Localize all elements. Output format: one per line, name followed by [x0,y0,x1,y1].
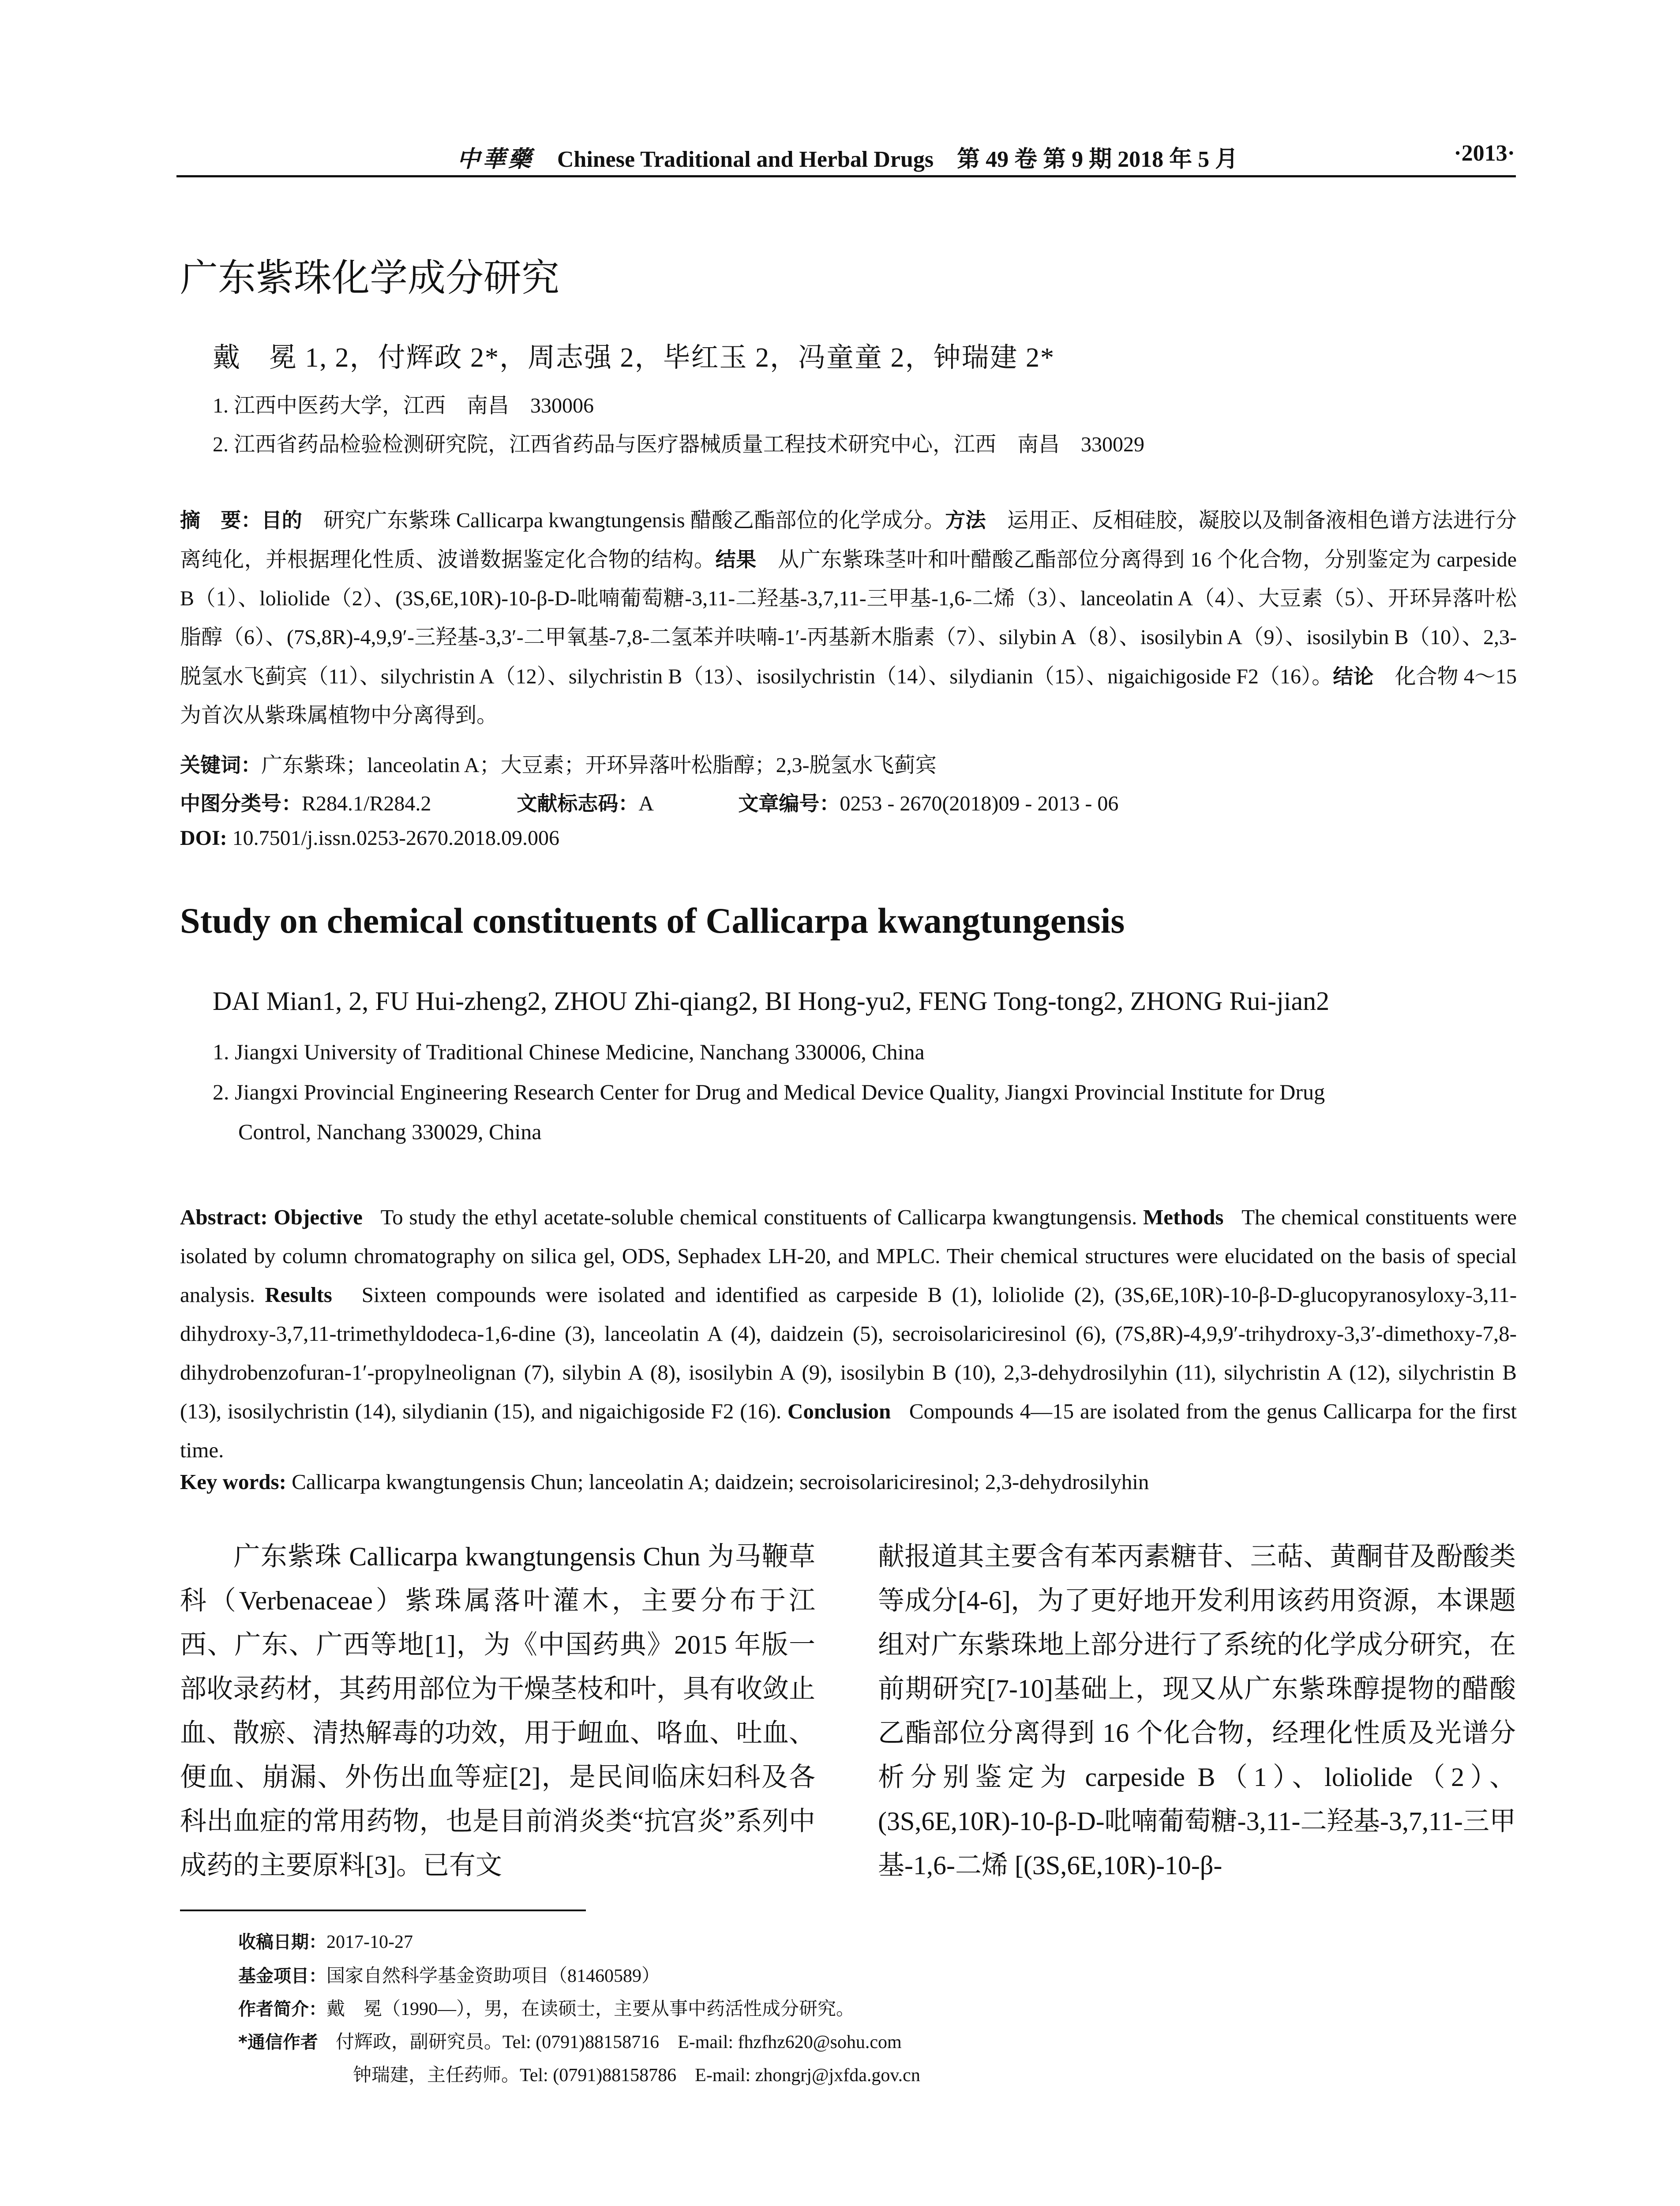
abstract-cn [180,501,1517,735]
methods-cn-label: 方法 [945,508,986,532]
authors-en: DAI Mian1, 2, FU Hui-zheng2, ZHOU Zhi-qiang2, BI Hong-yu2, FENG Tong-tong2, ZHONG Rui-jian2 [213,987,1330,1016]
objective-cn: 研究广东紫珠 Callicarpa kwangtungensis 醋酸乙酯部位的化学成分。 [302,509,945,532]
authors-cn [213,335,1055,375]
footnote-corresponding [238,2027,902,2054]
keywords-cn [180,748,937,778]
keywords-en-label: Key words: [180,1470,286,1494]
received-label: 收稿日期： [238,1932,326,1952]
doi-value: 10.7501/j.issn.0253-2670.2018.09.006 [232,826,560,850]
bio-label: 作者简介： [238,1999,326,2019]
authors-cn-text: 戴 冕 1, 2，付辉政 2*，周志强 2，毕红玉 2，冯童童 2，钟瑞建 2* [213,343,1055,373]
objective-cn-label: 目的 [261,508,302,532]
header-center [180,140,1515,173]
page-number: ·2013· [1454,141,1515,166]
title-en: Study on chemical constituents of Callicarpa kwangtungensis [180,900,1125,941]
clc-value: R284.1/R284.2 [302,792,431,815]
journal-logo-cn: 中華藥 [457,147,534,172]
objective-en-label: Objective [274,1205,363,1229]
footnote-fund [238,1961,660,1988]
corr-author-1: 付辉政，副研究员。Tel: (0791)88158716 E-mail: fhzfhz620@sohu.com [335,2032,902,2052]
journal-name-en: Chinese Traditional and Herbal Drugs [557,147,934,172]
doc-code-label: 文献标志码： [517,792,639,815]
fund-text: 国家自然科学基金资助项目（81460589） [326,1966,660,1986]
abstract-en-label: Abstract: [180,1205,268,1229]
affiliation-cn-2: 2. 江西省药品检验检测研究院，江西省药品与医疗器械质量工程技术研究中心，江西 南昌 330029 [213,433,1145,456]
received-date: 2017-10-27 [326,1932,413,1952]
body-left-text: 广东紫珠 Callicarpa kwangtungensis Chun 为马鞭草科（Verbenaceae）紫珠属落叶灌木，主要分布于江西、广东、广西等地[1]，为《中国药典》2015 年版一部收录药材，其药用部位为干燥茎枝和叶，具有收敛止血、散瘀、清热解毒的功效，用于衄血、咯血、吐血、便血、崩漏、外伤出血等症[2]，是民间临床妇科及各科出血症的常用药物，也是目前消炎类“抗宫炎”系列中成药的主要原料[3]。已有文 [180,1542,815,1880]
classification-line [180,788,1118,817]
footnote-corresponding-2: 钟瑞建，主任药师。Tel: (0791)88158786 E-mail: zhongrj@jxfda.gov.cn [353,2065,920,2086]
affiliation-en-2-cont: Control, Nanchang 330029, China [238,1119,542,1144]
doi-line [180,826,559,850]
results-cn: 从广东紫珠茎叶和叶醋酸乙酯部位分离得到 16 个化合物，分别鉴定为 carpeside B（1）、loliolide（2）、(3S,6E,10R)-10-β-D-吡喃葡萄糖-3,11-二羟基-3,7,11-三甲基-1,6-二烯（3）、lanceolatin A（4）、大豆素（5）、开环异落叶松脂醇（6）、(7S,8R)-4,9,9′-三羟基-3,3′-二甲氧基-7,8-二氢苯并呋喃-1′-丙基新木脂素（7）、silybin A（8）、isosilybin A（9）、isosilybin B（10）、2,3-脱氢水飞蓟宾（11）、silychristin A（12）、silychristin B（13）、isosilychristin（14）、silydianin（15）、nigaichigoside F2（16）。 [180,548,1517,688]
footnote-rule [180,1910,586,1911]
methods-en-label: Methods [1143,1205,1224,1229]
affiliation-en-1: 1. Jiangxi University of Traditional Chinese Medicine, Nanchang 330006, China [213,1039,925,1064]
article-no-value: 0253 - 2670(2018)09 - 2013 - 06 [840,792,1119,815]
body-column-right [878,1534,1516,1887]
results-cn-label: 结果 [715,548,757,571]
running-header [180,140,1515,176]
conclusion-cn: 化合物 4～15 为首次从紫珠属植物中分离得到。 [180,665,1517,727]
fund-label: 基金项目： [238,1966,326,1986]
keywords-en-text: Callicarpa kwangtungensis Chun; lanceolatin A; daidzein; secroisolariciresinol; 2,3-dehydrosilyhin [292,1470,1149,1494]
methods-en: The chemical constituents were isolated by column chromatography on silica gel, ODS, Sephadex LH-20, and MPLC. Their chemical structures were elucidated on the basis of special analysis. [180,1205,1517,1307]
objective-en: To study the ethyl acetate-soluble chemical constituents of Callicarpa kwangtungensis. [380,1205,1137,1229]
clc-label: 中图分类号： [180,792,302,815]
body-right-text: 献报道其主要含有苯丙素糖苷、三萜、黄酮苷及酚酸类等成分[4-6]，为了更好地开发利用该药用资源，本课题组对广东紫珠地上部分进行了系统的化学成分研究，在前期研究[7-10]基础上，现又从广东紫珠醇提物的醋酸乙酯部位分离得到 16 个化合物，经理化性质及光谱分析分别鉴定为 carpeside B（1）、loliolide（2）、(3S,6E,10R)-10-β-D-吡喃葡萄糖-3,11-二羟基-3,7,11-三甲基-1,6-二烯 [(3S,6E,10R)-10-β- [878,1542,1516,1880]
doc-code-value: A [638,792,653,815]
bio-text: 戴 冕（1990—），男，在读硕士，主要从事中药活性成分研究。 [326,1999,855,2019]
conclusion-en-label: Conclusion [788,1399,891,1423]
keywords-en [180,1469,1149,1494]
keywords-cn-label: 关键词： [180,753,261,777]
footnote-received [238,1928,413,1953]
conclusion-en: Compounds 4—15 are isolated from the genus Callicarpa for the first time. [180,1399,1517,1462]
methods-cn: 运用正、反相硅胶，凝胶以及制备液相色谱方法进行分离纯化，并根据理化性质、波谱数据鉴定化合物的结构。 [180,509,1517,571]
doi-label: DOI: [180,826,227,850]
results-en: Sixteen compounds were isolated and identified as carpeside B (1), loliolide (2), (3S,6E,10R)-10-β-D-glucopyranosyloxy-3,11-dihydroxy-3,7,11-trimethyldodeca-1,6-dine (3), lanceolatin A (4), daidzein (5), secroisolariciresinol (6), (7S,8R)-4,9,9′-trihydroxy-3,3′-dimethoxy-7,8-dihydrobenzofuran-1′-propylneolignan (7), silybin A (8), isosilybin A (9), isosilybin B (10), 2,3-dehydrosilyhin (11), silychristin A (12), silychristin B (13), isosilychristin (14), silydianin (15), and nigaichigoside F2 (16). [180,1283,1517,1423]
keywords-cn-text: 广东紫珠；lanceolatin A；大豆素；开环异落叶松脂醇；2,3-脱氢水飞蓟宾 [261,754,937,777]
results-en-label: Results [265,1283,332,1307]
conclusion-cn-label: 结论 [1333,664,1374,688]
issue-info: 第 49 卷 第 9 期 2018 年 5 月 [957,147,1238,172]
header-rule [176,175,1516,177]
abstract-en [180,1198,1517,1470]
footnote-author-bio [238,1994,855,2021]
body-column-left [180,1534,815,1887]
abstract-cn-label: 摘 要： [180,508,262,532]
affiliation-cn-1: 1. 江西中医药大学，江西 南昌 330006 [213,394,594,417]
article-no-label: 文章编号： [738,792,840,815]
affiliation-en-2: 2. Jiangxi Provincial Engineering Research Center for Drug and Medical Device Quality, Jiangxi Provincial Institute for Drug [213,1080,1325,1104]
title-cn: 广东紫珠化学成分研究 [180,256,559,300]
corr-label: *通信作者 [238,2032,318,2052]
